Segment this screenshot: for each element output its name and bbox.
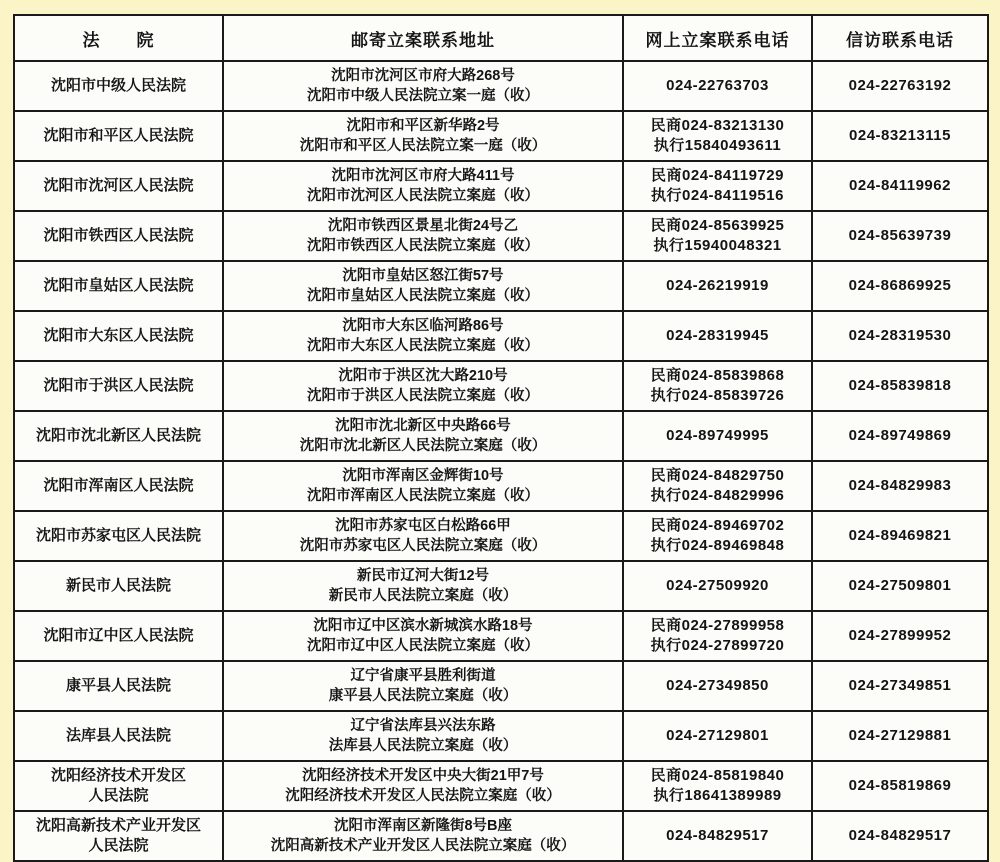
text-line: 沈阳市辽中区人民法院 <box>43 627 194 644</box>
court-name-cell <box>14 361 223 411</box>
text-line: 执行024-85839726 <box>650 387 785 404</box>
court-name-cell <box>14 661 223 711</box>
mailing-address-cell <box>223 661 623 711</box>
text-line: 024-86869925 <box>848 277 952 294</box>
court-name-cell <box>14 111 223 161</box>
text-line: 民商024-83213130 <box>650 117 785 134</box>
court-name-cell <box>14 61 223 111</box>
table-header <box>14 15 988 61</box>
online-filing-phone-cell <box>623 661 812 711</box>
court-name-cell <box>14 461 223 511</box>
online-filing-phone-cell <box>623 161 812 211</box>
mailing-address-cell <box>223 611 623 661</box>
petition-phone-cell <box>812 511 988 561</box>
text-line: 民商024-84119729 <box>651 167 784 184</box>
text-line: 024-27129881 <box>848 727 952 744</box>
text-line: 沈阳市辽中区滨水新城滨水路18号 <box>313 618 533 634</box>
text-line: 民商024-89469702 <box>650 517 785 534</box>
table-row <box>14 761 988 811</box>
header-mailing-address: 邮寄立案联系地址 <box>223 15 623 61</box>
text-line: 沈阳市铁西区景星北街24号乙 <box>327 218 519 234</box>
petition-phone-cell <box>812 361 988 411</box>
text-line: 沈阳市浑南区金辉街10号 <box>342 468 504 484</box>
text-line: 024-85639739 <box>848 227 952 244</box>
text-line: 沈阳高新技术产业开发区 <box>35 817 201 834</box>
online-filing-phone-cell <box>623 211 812 261</box>
text-line: 024-89749995 <box>666 427 769 444</box>
table-row <box>14 461 988 511</box>
text-line: 沈阳高新技术产业开发区人民法院立案庭（收） <box>270 838 576 854</box>
text-line: 沈阳经济技术开发区人民法院立案庭（收） <box>285 788 561 804</box>
text-line: 新民市人民法院 <box>65 577 171 594</box>
court-name-cell <box>14 211 223 261</box>
text-line: 民商024-85639925 <box>650 217 785 234</box>
text-line: 024-22763192 <box>848 77 952 94</box>
court-name-cell <box>14 761 223 811</box>
text-line: 024-27349850 <box>666 677 769 694</box>
text-line: 024-85819869 <box>848 777 952 794</box>
text-line: 民商024-27899958 <box>650 617 785 634</box>
text-line: 沈阳市沈北新区中央路66号 <box>335 418 511 434</box>
text-line: 民商024-85819840 <box>650 767 785 784</box>
header-court: 法 院 <box>14 15 223 61</box>
text-line: 沈阳市浑南区人民法院立案庭（收） <box>307 488 539 504</box>
text-line: 沈阳市沈河区市府大路411号 <box>331 168 515 184</box>
mailing-address-cell <box>223 111 623 161</box>
text-line: 沈阳市浑南区新隆街8号B座 <box>333 818 513 834</box>
mailing-address-cell <box>223 511 623 561</box>
text-line: 024-27129801 <box>666 727 769 744</box>
petition-phone-cell <box>812 161 988 211</box>
text-line: 沈阳市大东区人民法院立案庭（收） <box>307 338 539 354</box>
text-line: 沈阳市于洪区人民法院 <box>43 377 194 394</box>
text-line: 辽宁省康平县胜利街道 <box>350 668 496 684</box>
online-filing-phone-cell <box>623 761 812 811</box>
table-row <box>14 111 988 161</box>
online-filing-phone-cell <box>623 61 812 111</box>
text-line: 沈阳市铁西区人民法院立案庭（收） <box>307 238 539 254</box>
text-line: 沈阳市和平区人民法院立案一庭（收） <box>299 138 547 154</box>
text-line: 新民市辽河大街12号 <box>356 568 490 584</box>
court-name-cell <box>14 711 223 761</box>
text-line: 民商024-85839868 <box>650 367 785 384</box>
mailing-address-cell <box>223 761 623 811</box>
text-line: 024-27899952 <box>848 627 952 644</box>
petition-phone-cell <box>812 811 988 861</box>
petition-phone-cell <box>812 761 988 811</box>
table-row <box>14 161 988 211</box>
petition-phone-cell <box>812 661 988 711</box>
text-line: 沈阳市沈河区人民法院 <box>43 177 194 194</box>
online-filing-phone-cell <box>623 511 812 561</box>
text-line: 执行15840493611 <box>653 137 782 154</box>
petition-phone-cell <box>812 61 988 111</box>
mailing-address-cell <box>223 811 623 861</box>
text-line: 法库县人民法院 <box>65 727 171 744</box>
table-row <box>14 411 988 461</box>
text-line: 024-27349851 <box>848 677 952 694</box>
text-line: 024-84119962 <box>849 177 951 194</box>
court-name-cell <box>14 611 223 661</box>
text-line: 沈阳市中级人民法院立案一庭（收） <box>307 88 539 104</box>
text-line: 024-27509920 <box>666 577 769 594</box>
text-line: 沈阳市沈河区人民法院立案庭（收） <box>307 188 539 204</box>
online-filing-phone-cell <box>623 611 812 661</box>
text-line: 执行024-89469848 <box>650 537 785 554</box>
petition-phone-cell <box>812 711 988 761</box>
text-line: 人民法院 <box>88 837 149 854</box>
text-line: 沈阳市皇姑区人民法院 <box>43 277 194 294</box>
text-line: 民商024-84829750 <box>650 467 785 484</box>
text-line: 024-83213115 <box>849 127 951 144</box>
petition-phone-cell <box>812 111 988 161</box>
text-line: 康平县人民法院 <box>65 677 171 694</box>
text-line: 沈阳市于洪区沈大路210号 <box>338 368 508 384</box>
text-line: 沈阳经济技术开发区 <box>50 767 186 784</box>
text-line: 人民法院 <box>88 787 149 804</box>
text-line: 024-28319945 <box>666 327 769 344</box>
petition-phone-cell <box>812 611 988 661</box>
text-line: 024-28319530 <box>848 327 952 344</box>
mailing-address-cell <box>223 461 623 511</box>
text-line: 沈阳市沈北新区人民法院立案庭（收） <box>299 438 547 454</box>
online-filing-phone-cell <box>623 361 812 411</box>
petition-phone-cell <box>812 411 988 461</box>
text-line: 沈阳市大东区人民法院 <box>43 327 194 344</box>
mailing-address-cell <box>223 711 623 761</box>
text-line: 024-26219919 <box>666 277 769 294</box>
text-line: 沈阳市和平区人民法院 <box>43 127 194 144</box>
table-row <box>14 711 988 761</box>
table-body <box>14 61 988 861</box>
table-row <box>14 61 988 111</box>
online-filing-phone-cell <box>623 261 812 311</box>
petition-phone-cell <box>812 261 988 311</box>
text-line: 沈阳市辽中区人民法院立案庭（收） <box>307 638 539 654</box>
header-petition-phone: 信访联系电话 <box>812 15 988 61</box>
court-name-cell <box>14 261 223 311</box>
table-row <box>14 261 988 311</box>
mailing-address-cell <box>223 61 623 111</box>
text-line: 024-84829517 <box>666 827 769 844</box>
text-line: 沈阳市皇姑区怒江街57号 <box>342 268 504 284</box>
table-row <box>14 211 988 261</box>
text-line: 沈阳市浑南区人民法院 <box>43 477 194 494</box>
court-name-cell <box>14 311 223 361</box>
text-line: 沈阳市沈北新区人民法院 <box>35 427 201 444</box>
online-filing-phone-cell <box>623 111 812 161</box>
online-filing-phone-cell <box>623 461 812 511</box>
text-line: 辽宁省法库县兴法东路 <box>350 718 496 734</box>
text-line: 024-84829517 <box>848 827 952 844</box>
text-line: 024-85839818 <box>848 377 952 394</box>
petition-phone-cell <box>812 211 988 261</box>
table-row <box>14 361 988 411</box>
mailing-address-cell <box>223 161 623 211</box>
header-row <box>14 15 988 61</box>
text-line: 执行15940048321 <box>653 237 782 254</box>
online-filing-phone-cell <box>623 311 812 361</box>
online-filing-phone-cell <box>623 411 812 461</box>
mailing-address-cell <box>223 361 623 411</box>
text-line: 法库县人民法院立案庭（收） <box>328 738 518 754</box>
text-line: 执行024-27899720 <box>650 637 785 654</box>
mailing-address-cell <box>223 561 623 611</box>
online-filing-phone-cell <box>623 811 812 861</box>
mailing-address-cell <box>223 311 623 361</box>
table-row <box>14 511 988 561</box>
petition-phone-cell <box>812 311 988 361</box>
text-line: 沈阳市铁西区人民法院 <box>43 227 194 244</box>
text-line: 执行024-84119516 <box>651 187 784 204</box>
text-line: 沈阳市苏家屯区人民法院立案庭（收） <box>299 538 547 554</box>
court-name-cell <box>14 811 223 861</box>
table-row <box>14 611 988 661</box>
text-line: 024-89469821 <box>848 527 952 544</box>
mailing-address-cell <box>223 261 623 311</box>
table-row <box>14 811 988 861</box>
table-row <box>14 311 988 361</box>
text-line: 康平县人民法院立案庭（收） <box>328 688 518 704</box>
text-line: 沈阳市沈河区市府大路268号 <box>331 68 515 84</box>
text-line: 沈阳市大东区临河路86号 <box>342 318 504 334</box>
text-line: 024-22763703 <box>666 77 769 94</box>
table-row <box>14 561 988 611</box>
text-line: 024-27509801 <box>848 577 952 594</box>
online-filing-phone-cell <box>623 711 812 761</box>
text-line: 沈阳市苏家屯区人民法院 <box>35 527 201 544</box>
court-contact-table <box>13 14 989 862</box>
text-line: 执行18641389989 <box>653 787 782 804</box>
text-line: 沈阳市于洪区人民法院立案庭（收） <box>307 388 539 404</box>
online-filing-phone-cell <box>623 561 812 611</box>
table-row <box>14 661 988 711</box>
text-line: 024-84829983 <box>848 477 952 494</box>
court-name-cell <box>14 411 223 461</box>
mailing-address-cell <box>223 411 623 461</box>
text-line: 新民市人民法院立案庭（收） <box>328 588 518 604</box>
text-line: 沈阳经济技术开发区中央大街21甲7号 <box>302 768 544 784</box>
text-line: 024-89749869 <box>848 427 952 444</box>
court-name-cell <box>14 511 223 561</box>
mailing-address-cell <box>223 211 623 261</box>
text-line: 沈阳市皇姑区人民法院立案庭（收） <box>307 288 539 304</box>
text-line: 沈阳市苏家屯区白松路66甲 <box>335 518 511 534</box>
court-name-cell <box>14 561 223 611</box>
text-line: 沈阳市和平区新华路2号 <box>346 118 500 134</box>
court-name-cell <box>14 161 223 211</box>
petition-phone-cell <box>812 561 988 611</box>
petition-phone-cell <box>812 461 988 511</box>
header-online-filing-phone: 网上立案联系电话 <box>623 15 812 61</box>
text-line: 沈阳市中级人民法院 <box>50 77 186 94</box>
text-line: 执行024-84829996 <box>650 487 785 504</box>
